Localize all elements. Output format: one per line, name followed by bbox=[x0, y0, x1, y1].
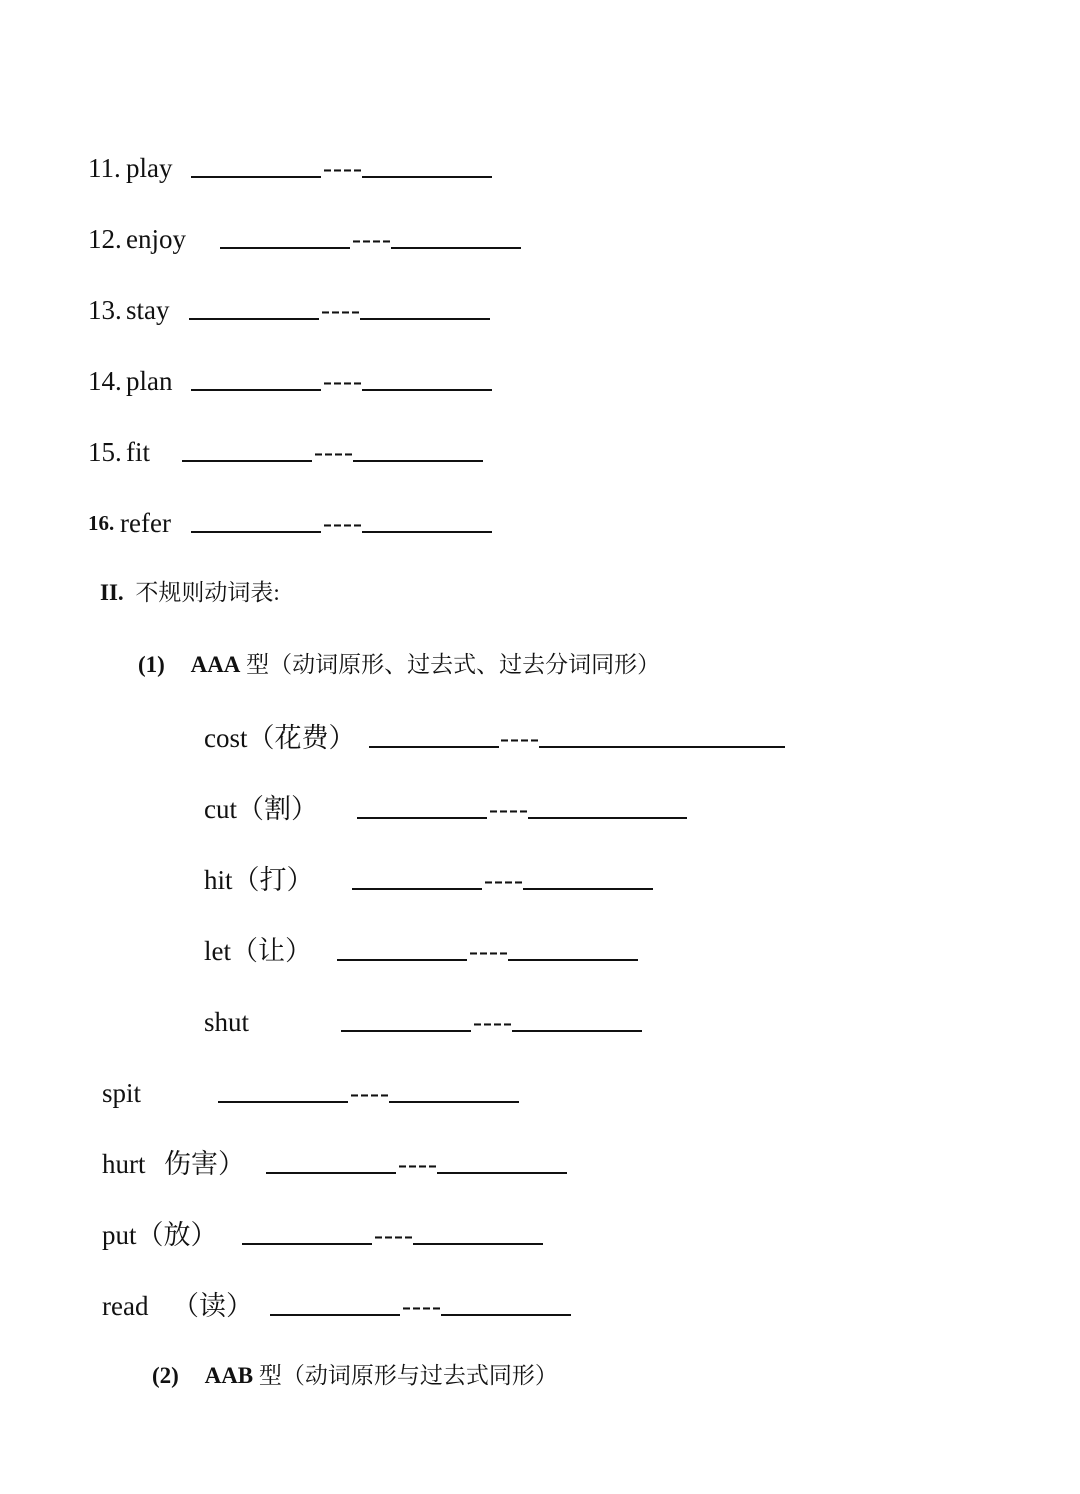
item-number: 16. bbox=[88, 511, 115, 535]
dash-separator: ---- bbox=[489, 794, 529, 824]
subsection-description: 型（动词原形与过去式同形） bbox=[258, 1363, 558, 1388]
answer-blank-participle[interactable] bbox=[523, 858, 653, 890]
item-translation: 伤害） bbox=[164, 1149, 245, 1179]
dash-separator: ---- bbox=[398, 1149, 438, 1179]
answer-blank-participle[interactable] bbox=[508, 929, 638, 961]
item-word: spit bbox=[102, 1078, 142, 1108]
dash-separator: ---- bbox=[323, 508, 363, 538]
answer-blank-past[interactable] bbox=[191, 359, 321, 391]
item-word: hurt bbox=[102, 1149, 146, 1179]
item-number: 13. bbox=[88, 295, 122, 325]
answer-blank-past[interactable] bbox=[182, 430, 312, 462]
item-number: 12. bbox=[88, 224, 122, 254]
answer-blank-past[interactable] bbox=[266, 1142, 396, 1174]
item-word: refer bbox=[120, 508, 171, 538]
item-word: enjoy bbox=[126, 224, 186, 254]
item-word: cost（花费） bbox=[204, 723, 356, 753]
answer-blank-participle[interactable] bbox=[362, 501, 492, 533]
dash-separator: ---- bbox=[500, 723, 540, 753]
subsection-number: (2) bbox=[152, 1363, 179, 1388]
answer-blank-past[interactable] bbox=[242, 1213, 372, 1245]
subsection-type: AAA bbox=[190, 652, 241, 677]
item-word: plan bbox=[126, 366, 173, 396]
answer-blank-participle[interactable] bbox=[391, 217, 521, 249]
answer-blank-participle[interactable] bbox=[360, 288, 490, 320]
answer-blank-participle[interactable] bbox=[528, 787, 687, 819]
dash-separator: ---- bbox=[473, 1007, 513, 1037]
answer-blank-participle[interactable] bbox=[441, 1284, 571, 1316]
answer-blank-participle[interactable] bbox=[362, 146, 492, 178]
answer-blank-past[interactable] bbox=[341, 1000, 471, 1032]
answer-blank-participle[interactable] bbox=[539, 716, 785, 748]
answer-blank-past[interactable] bbox=[337, 929, 467, 961]
dash-separator: ---- bbox=[323, 366, 363, 396]
dash-separator: ---- bbox=[484, 865, 524, 895]
item-word: read bbox=[102, 1291, 149, 1321]
item-number: 11. bbox=[88, 153, 121, 183]
answer-blank-participle[interactable] bbox=[362, 359, 492, 391]
item-word: let（让） bbox=[204, 936, 312, 966]
subsection-heading bbox=[138, 645, 660, 685]
answer-blank-participle[interactable] bbox=[437, 1142, 567, 1174]
subsection-heading bbox=[152, 1356, 558, 1396]
item-translation: （读） bbox=[172, 1291, 253, 1321]
answer-blank-past[interactable] bbox=[270, 1284, 400, 1316]
answer-blank-participle[interactable] bbox=[512, 1000, 642, 1032]
section-number: II. bbox=[100, 580, 124, 605]
answer-blank-past[interactable] bbox=[357, 787, 487, 819]
item-word: hit（打） bbox=[204, 865, 314, 895]
answer-blank-past[interactable] bbox=[191, 146, 321, 178]
item-number: 14. bbox=[88, 366, 122, 396]
dash-separator: ---- bbox=[323, 153, 363, 183]
answer-blank-past[interactable] bbox=[189, 288, 319, 320]
answer-blank-participle[interactable] bbox=[413, 1213, 543, 1245]
subsection-number: (1) bbox=[138, 652, 165, 677]
answer-blank-participle[interactable] bbox=[353, 430, 483, 462]
answer-blank-past[interactable] bbox=[191, 501, 321, 533]
item-word: stay bbox=[126, 295, 170, 325]
item-word: play bbox=[126, 153, 173, 183]
dash-separator: ---- bbox=[352, 224, 392, 254]
item-word: put（放） bbox=[102, 1220, 218, 1250]
answer-blank-participle[interactable] bbox=[389, 1071, 519, 1103]
section-title: 不规则动词表: bbox=[135, 580, 280, 605]
section-heading bbox=[100, 573, 280, 613]
dash-separator: ---- bbox=[469, 936, 509, 966]
item-word: cut（割） bbox=[204, 794, 318, 824]
answer-blank-past[interactable] bbox=[352, 858, 482, 890]
answer-blank-past[interactable] bbox=[369, 716, 499, 748]
dash-separator: ---- bbox=[402, 1291, 442, 1321]
subsection-type: AAB bbox=[204, 1363, 254, 1388]
item-word: shut bbox=[204, 1007, 250, 1037]
subsection-description: 型（动词原形、过去式、过去分词同形） bbox=[246, 652, 661, 677]
item-word: fit bbox=[126, 437, 150, 467]
dash-separator: ---- bbox=[374, 1220, 414, 1250]
dash-separator: ---- bbox=[321, 295, 361, 325]
dash-separator: ---- bbox=[314, 437, 354, 467]
answer-blank-past[interactable] bbox=[220, 217, 350, 249]
dash-separator: ---- bbox=[350, 1078, 390, 1108]
answer-blank-past[interactable] bbox=[218, 1071, 348, 1103]
item-number: 15. bbox=[88, 437, 122, 467]
